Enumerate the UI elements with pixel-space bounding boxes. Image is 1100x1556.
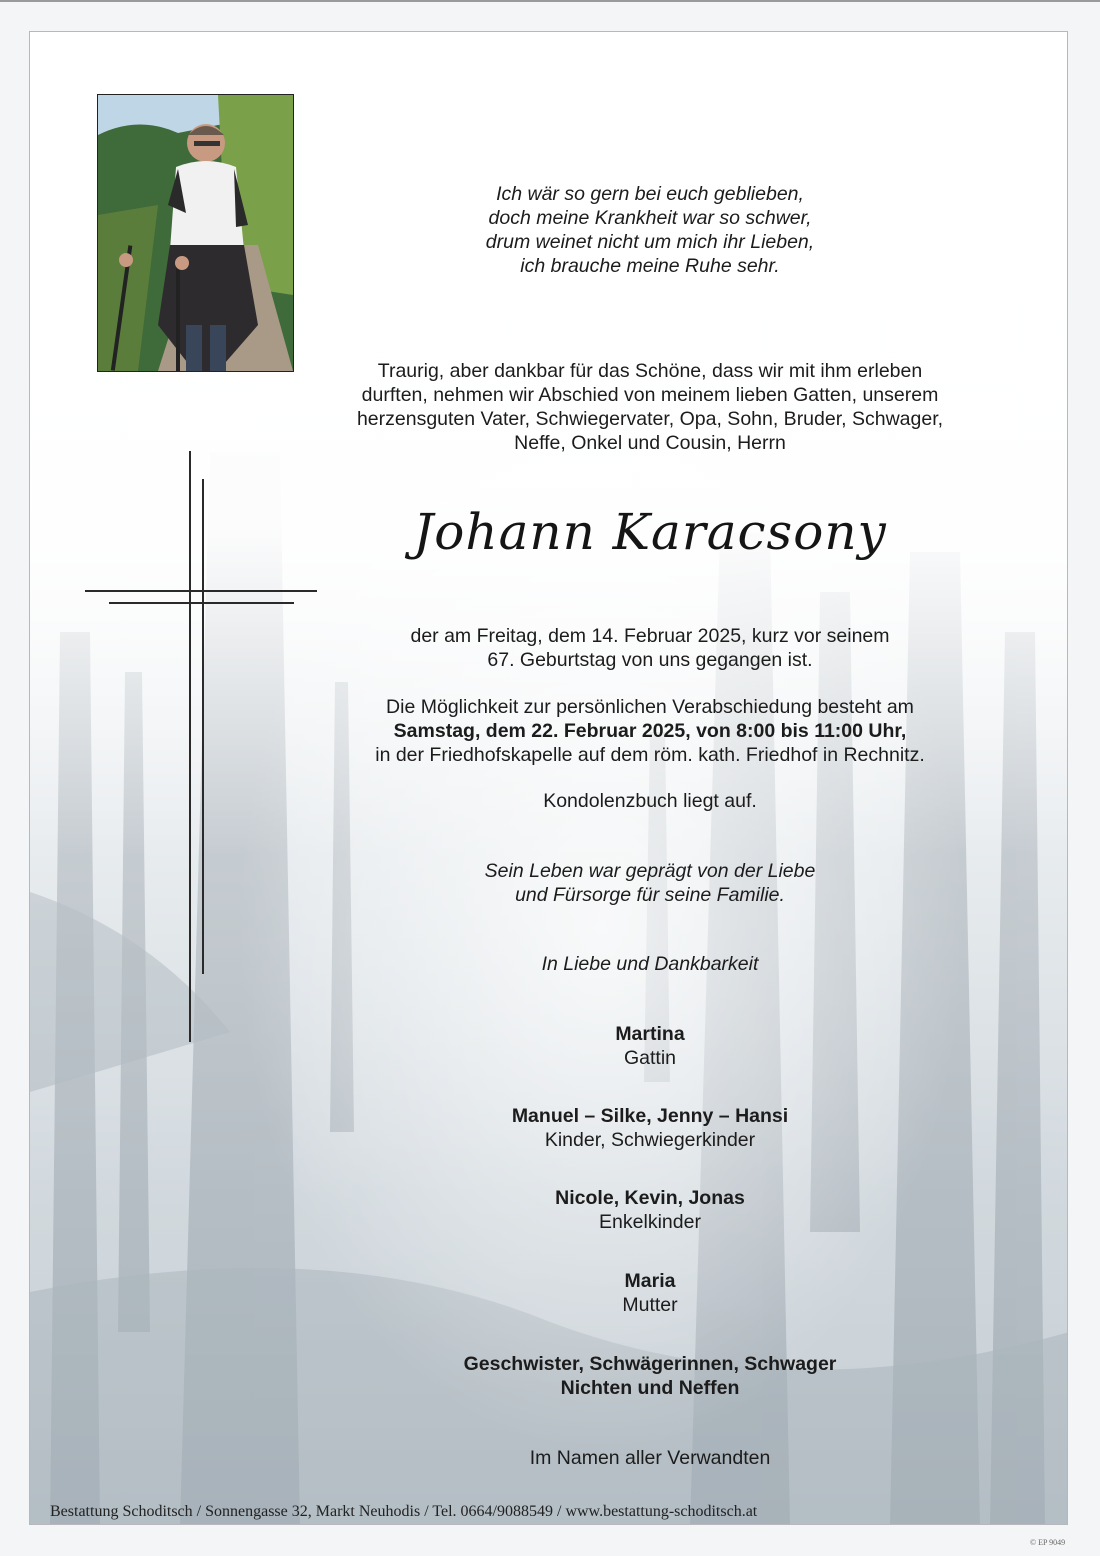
intro-line: herzensguten Vater, Schwiegervater, Opa, Sohn, Bruder, Schwager, [356,408,944,430]
poem-line: drum weinet nicht um mich ihr Lieben, [485,231,815,253]
obituary-card [29,31,1068,1525]
mourner-group [330,1186,970,1234]
cross-vertical-short [202,479,204,974]
cross-vertical-long [189,451,191,1042]
poem-line: ich brauche meine Ruhe sehr. [520,255,780,277]
closing-phrase: In Liebe und Dankbarkeit [541,953,759,975]
mourner-relation: Mutter [622,1294,678,1316]
poem-line: doch meine Krankheit war so schwer, [488,207,812,229]
mourner-group [330,1104,970,1152]
memorial-poem [330,182,970,278]
mourner-group [330,1269,970,1317]
mourner-relation: Kinder, Schwiegerkinder [544,1129,756,1151]
relatives-line: Nichten und Neffen [560,1377,740,1399]
mourner-names: Martina [615,1023,685,1045]
intro-line: durften, nehmen wir Abschied von meinem lieben Gatten, unserem [361,384,939,406]
farewell-location: in der Friedhofskapelle auf dem röm. kath. Friedhof in Rechnitz. [375,744,925,766]
page-top-edge [0,0,1100,2]
mourner-relation: Enkelkinder [599,1211,701,1233]
on-behalf-line: Im Namen aller Verwandten [529,1447,771,1469]
mourner-names: Nicole, Kevin, Jonas [555,1187,745,1209]
farewell-line: Die Möglichkeit zur persönlichen Verabschiedung besteht am [386,696,914,718]
tribute-line: Sein Leben war geprägt von der Liebe [484,860,816,882]
portrait-photo [97,94,294,372]
mourner-group [330,1022,970,1070]
relatives-list [330,1352,970,1400]
mourner-names: Manuel – Silke, Jenny – Hansi [511,1105,789,1127]
intro-line: Traurig, aber dankbar für das Schöne, dass wir mit ihm erleben [377,360,923,382]
cross-horizontal-short [109,602,294,604]
relatives-line: Geschwister, Schwägerinnen, Schwager [463,1353,837,1375]
farewell-date-time: Samstag, dem 22. Februar 2025, von 8:00 bis 11:00 Uhr, [393,720,907,742]
tribute-line: und Fürsorge für seine Familie. [515,884,785,906]
intro-line: Neffe, Onkel und Cousin, Herrn [514,432,786,454]
notice-line: 67. Geburtstag von uns gegangen ist. [487,649,813,671]
tribute-text [330,859,970,907]
mourner-names: Maria [624,1270,676,1292]
notice-line: der am Freitag, dem 14. Februar 2025, kurz vor seinem [410,625,890,647]
deceased-name: Johann Karacsony [413,503,887,561]
print-mark: © EP 9049 [1030,1538,1066,1547]
farewell-details [330,695,970,767]
farewell-intro [330,359,970,455]
poem-line: Ich wär so gern bei euch geblieben, [496,183,804,205]
cross-horizontal-long [85,590,317,592]
condolence-book-note: Kondolenzbuch liegt auf. [543,790,757,812]
death-notice [330,624,970,672]
mourner-relation: Gattin [623,1047,677,1069]
funeral-home-footer: Bestattung Schoditsch / Sonnengasse 32, Markt Neuhodis / Tel. 0664/9088549 / www.bestattung-schoditsch.at [50,1503,758,1520]
